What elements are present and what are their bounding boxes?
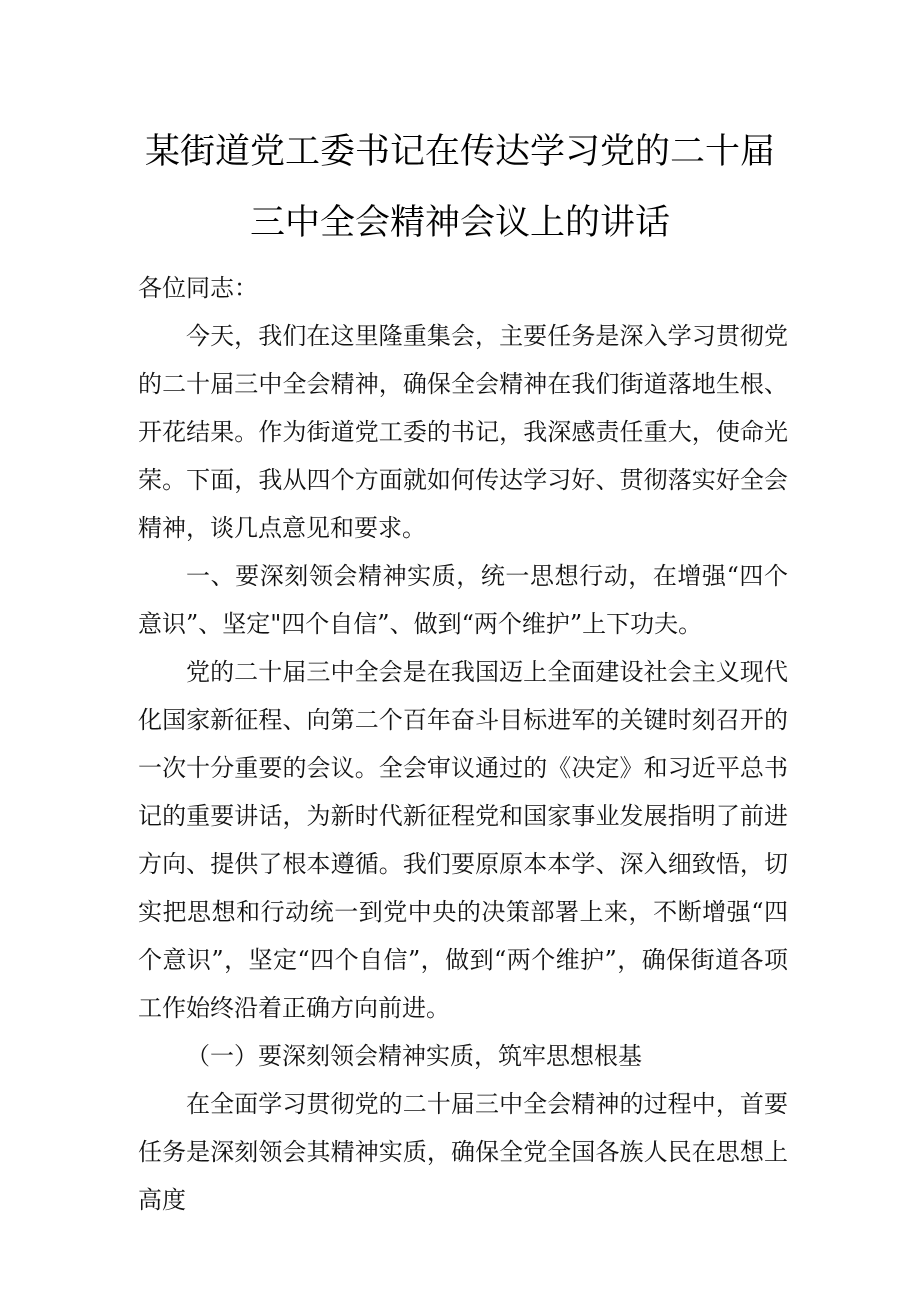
paragraph-section-1: 党的二十届三中全会是在我国迈上全面建设社会主义现代化国家新征程、向第二个百年奋斗目标进军的关键时刻召开的一次十分重要的会议。全会审议通过的《决定》和习近平总书记的重要讲话，为新时代新征程党和国家事业发展指明了前进方向、提供了根本遵循。我们要原原本本学、深入细致悟，切实把思想和行动统一到党中央的决策部署上来，不断增强“四个意识”，坚定“四个自信”，做到“两个维护”，确保街道各项工作始终沿着正确方向前进。: [138, 658, 788, 1022]
document-title-line-2: 三中全会精神会议上的讲话: [249, 203, 670, 243]
document-title-line-1: 某街道党工委书记在传达学习党的二十届: [144, 132, 775, 172]
paragraph-subsection-1: 在全面学习贯彻党的二十届三中全会精神的过程中，首要任务是深刻领会其精神实质，确保全党全国各族人民在思想上高度: [138, 1090, 788, 1214]
greeting: 各位同志：: [138, 274, 258, 302]
section-heading-1: 一、要深刻领会精神实质，统一思想行动，在增强“四个意识”、坚定"四个自信”、做到“两个维护”上下功夫。: [138, 562, 788, 638]
subsection-heading-1: （一）要深刻领会精神实质，筑牢思想根基: [186, 1042, 642, 1070]
paragraph-intro: 今天，我们在这里隆重集会，主要任务是深入学习贯彻党的二十届三中全会精神，确保全会精神在我们街道落地生根、开花结果。作为街道党工委的书记，我深感责任重大，使命光荣。下面，我从四个方面就如何传达学习好、贯彻落实好全会精神，谈几点意见和要求。: [138, 322, 788, 542]
